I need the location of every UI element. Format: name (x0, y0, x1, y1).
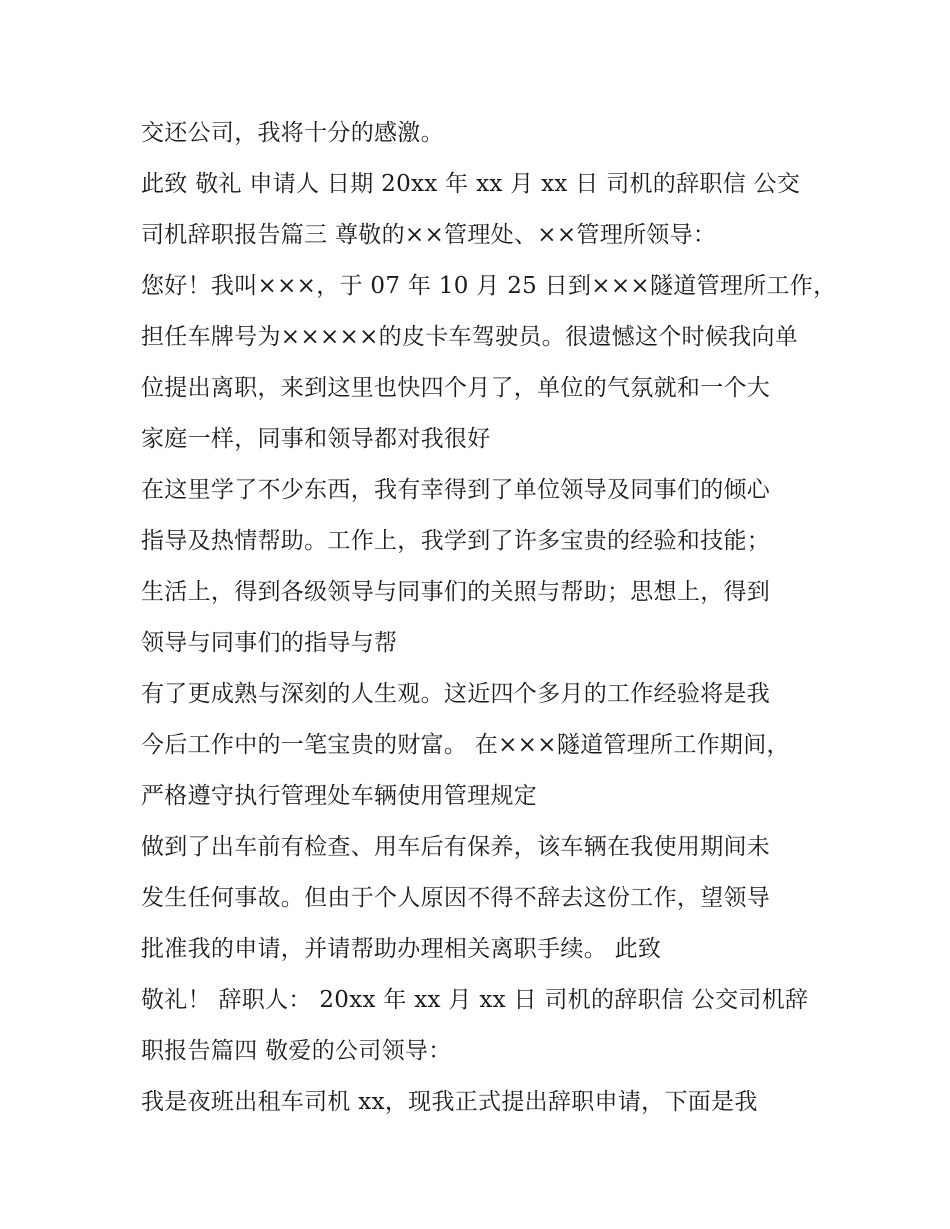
text-line: 严格遵守执行管理处车辆使用管理规定 (141, 783, 538, 809)
text-line: 领导与同事们的指导与帮 (141, 630, 398, 656)
text-line: 今后工作中的一笔宝贵的财富。 在×××隧道管理所工作期间， (141, 732, 790, 758)
document-body (141, 108, 837, 1128)
text-line: 指导及热情帮助。工作上，我学到了许多宝贵的经验和技能； (141, 528, 771, 554)
text-line: 职报告篇四 敬爱的公司领导： (141, 1038, 452, 1064)
text-line: 担任车牌号为×××××的皮卡车驾驶员。很遗憾这个时候我向单 (141, 324, 799, 350)
text-line: 有了更成熟与深刻的人生观。这近四个多月的工作经验将是我 (141, 681, 771, 707)
text-line: 您好！我叫×××，于 07 年 10 月 25 日到×××隧道管理所工作， (141, 273, 837, 299)
text-line: 我是夜班出租车司机 xx，现我正式提出辞职申请，下面是我 (141, 1089, 758, 1115)
text-line: 生活上，得到各级领导与同事们的关照与帮助；思想上，得到 (141, 579, 771, 605)
text-line: 司机辞职报告篇三 尊敬的××管理处、××管理所领导： (141, 222, 717, 248)
text-line: 交还公司，我将十分的感激。 (141, 120, 444, 146)
text-line: 敬礼！ 辞职人： 20xx 年 xx 月 xx 日 司机的辞职信 公交司机辞 (141, 987, 809, 1013)
text-line: 此致 敬礼 申请人 日期 20xx 年 xx 月 xx 日 司机的辞职信 公交 (141, 171, 801, 197)
text-line: 在这里学了不少东西，我有幸得到了单位领导及同事们的倾心 (141, 477, 771, 503)
text-line: 批准我的申请，并请帮助办理相关离职手续。 此致 (141, 936, 662, 962)
text-line: 发生任何事故。但由于个人原因不得不辞去这份工作，望领导 (141, 885, 771, 911)
text-line: 家庭一样，同事和领导都对我很好 (141, 426, 491, 452)
text-line: 位提出离职，来到这里也快四个月了，单位的气氛就和一个大 (141, 375, 771, 401)
text-line: 做到了出车前有检查、用车后有保养，该车辆在我使用期间未 (141, 834, 771, 860)
